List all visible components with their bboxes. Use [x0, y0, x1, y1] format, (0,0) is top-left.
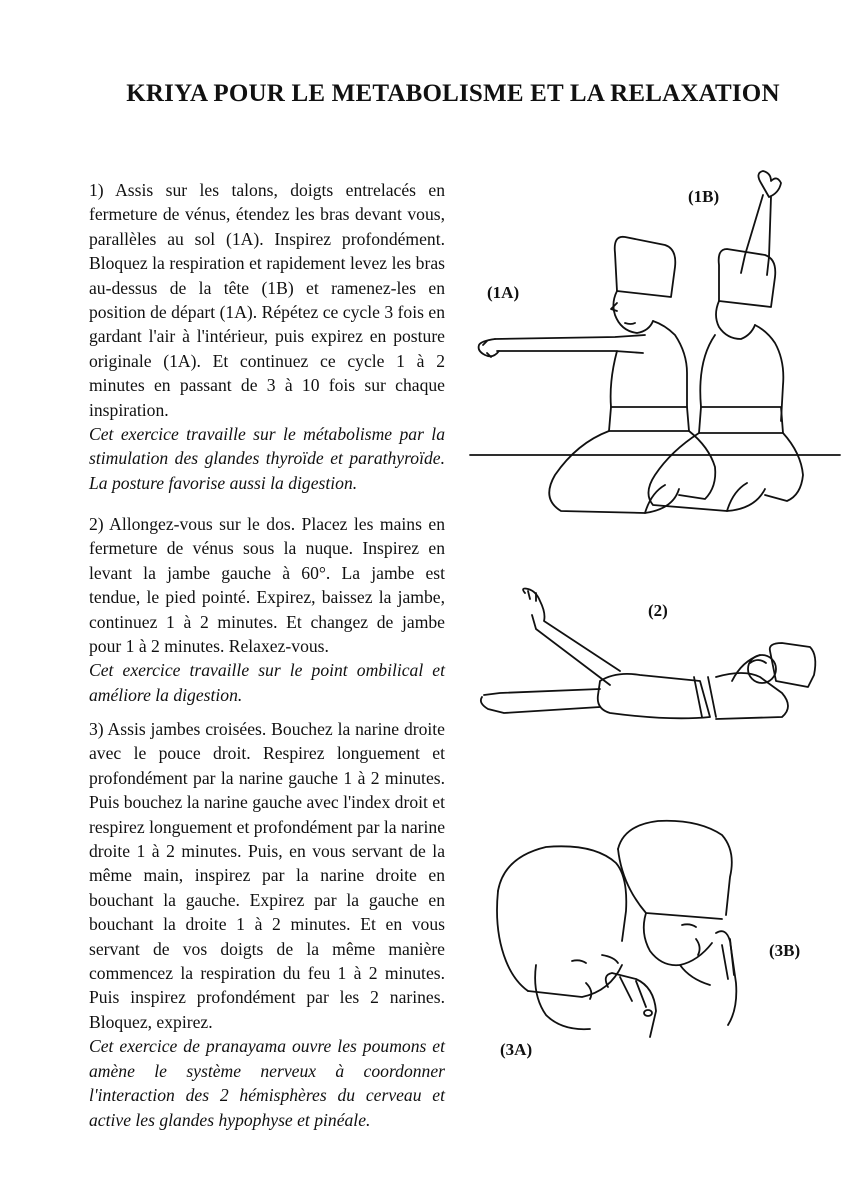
section-3: [89, 717, 445, 1132]
figure-2-illustration: [470, 585, 820, 735]
figure-3b-drawing: [618, 821, 736, 1025]
section-2-text: 2) Allongez-vous sur le dos. Placez les mains en fermeture de vénus sous la nuque. Inspirez en levant la jambe gauche à 60°. La jambe est tendue, le pied pointé. Expirez, baissez la jambe, continuez 1 à 2 minutes. Et changez de jambe pour 1 à 2 minutes. Relaxez-vous.: [89, 514, 445, 657]
section-1-text: 1) Assis sur les talons, doigts entrelacés en fermeture de vénus, étendez les bras devant vous, parallèles au sol (1A). Inspirez profondément. Bloquez la respiration et rapidement levez les bras au-dessus de la tête (1B) et ramenez-les en position de départ (1A). Répétez ce cycle 3 fois en gardant l'air à l'intérieur, puis expirez en posture originale (1A). Et continuez ce cycle 1 à 2 minutes en passant de 3 à 10 fois sur chaque inspiration.: [89, 180, 445, 420]
section-1: [89, 178, 445, 495]
section-2: [89, 512, 445, 707]
figure-3-illustration: [490, 815, 770, 1040]
figure-1a-drawing: [479, 237, 716, 513]
figure-label-1b: (1B): [688, 187, 720, 206]
section-1-note: Cet exercice travaille sur le métabolisme par la stimulation des glandes thyroïde et parathyroïde. La posture favorise aussi la digestion.: [89, 424, 445, 493]
figure-label-3b: (3B): [769, 941, 801, 960]
section-3-text: 3) Assis jambes croisées. Bouchez la narine droite avec le pouce droit. Respirez longuement et profondément par la narine gauche 1 à 2 minutes. Puis bouchez la narine gauche avec l'index droit et respirez longuement et profondément par la narine droite 1 à 2 minutes. Puis, en vous servant de la même main, inspirez par la narine droite en bouchant la gauche. Expirez par la gauche en bouchant la droite 1 à 2 minutes. Et en vous servant de vos doigts de la même manière commencez la respiration du feu 1 à 2 minutes. Puis inspirez profondément par les 2 narines. Bloquez, expirez.: [89, 719, 445, 1032]
figure-3a-drawing: [497, 846, 656, 1037]
figure-1b-drawing: [648, 171, 803, 511]
section-3-note: Cet exercice de pranayama ouvre les poumons et amène le système nerveux à coordonner l'interaction des 2 hémisphères du cerveau et active les glandes hypophyse et pinéale.: [89, 1036, 445, 1130]
figure-label-2: (2): [648, 601, 668, 620]
figure-label-1a: (1A): [487, 283, 520, 302]
figure-label-3a: (3A): [500, 1040, 533, 1059]
page-title: KRIYA POUR LE METABOLISME ET LA RELAXATION: [126, 80, 780, 107]
figure-1-illustration: [465, 175, 845, 525]
section-2-note: Cet exercice travaille sur le point ombilical et améliore la digestion.: [89, 660, 445, 705]
